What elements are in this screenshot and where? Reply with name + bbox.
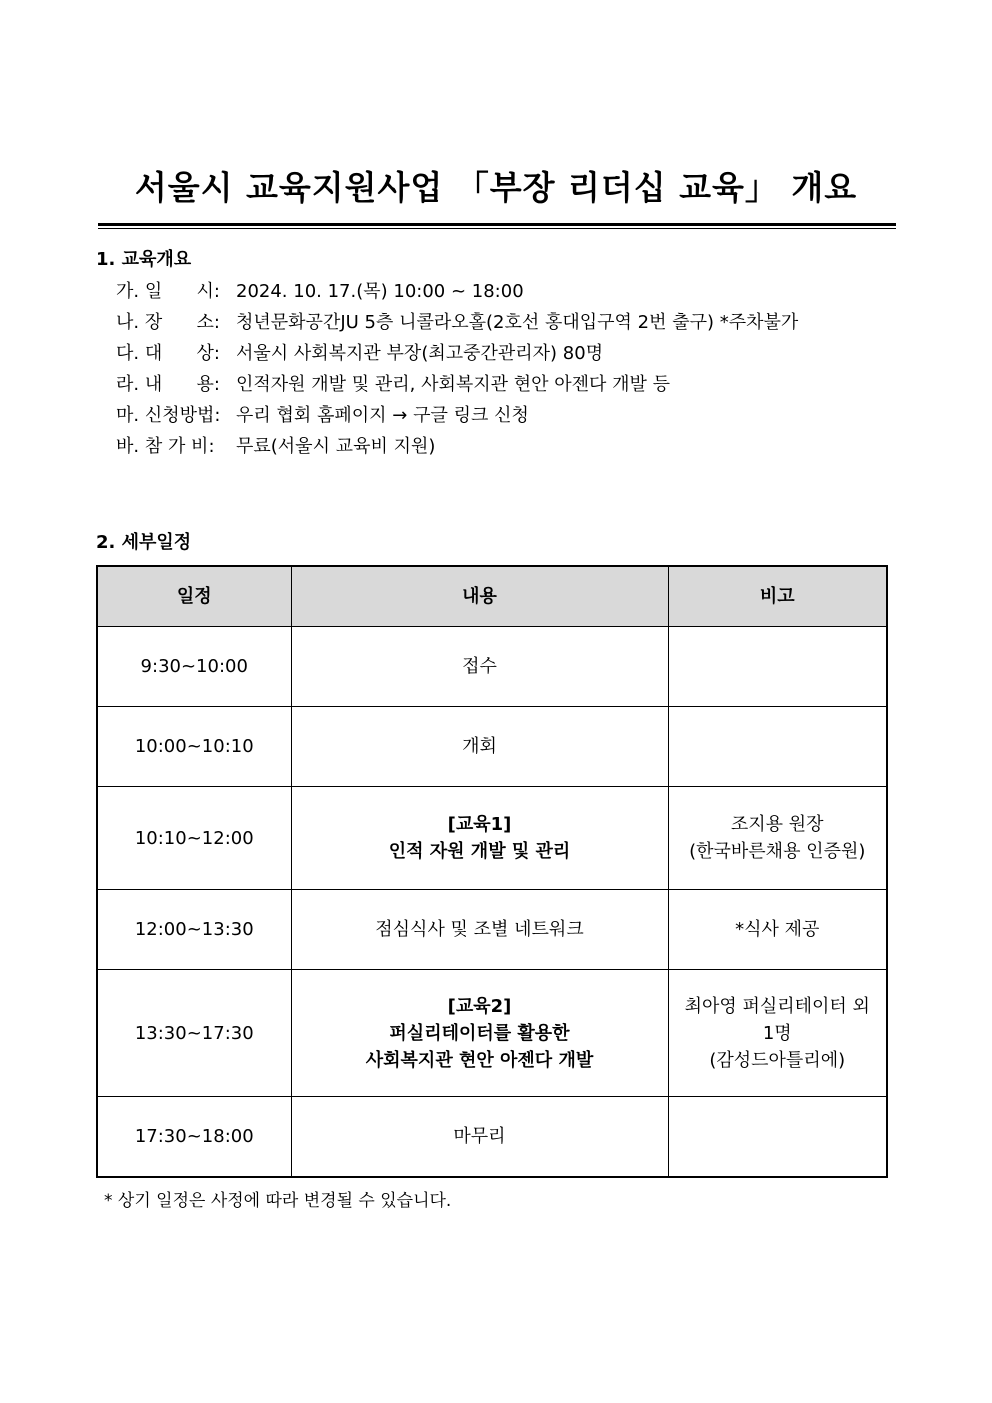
header-note: 비고 [668,566,887,627]
schedule-time: 12:00~13:30 [97,890,291,970]
overview-value: 2024. 10. 17.(목) 10:00 ~ 18:00 [236,281,524,302]
table-row [97,970,887,1097]
note-line: 1명 [762,1022,792,1044]
table-row [97,1097,887,1177]
schedule-note [668,1097,887,1177]
schedule-header-row [97,566,887,627]
section2-heading: 2. 세부일정 [96,532,192,553]
overview-item-target [116,338,798,369]
schedule-time: 10:00~10:10 [97,707,291,787]
overview-label: 나. 장 소: [116,312,221,333]
schedule-time: 9:30~10:00 [97,627,291,707]
note-line: 조지용 원장 [730,814,824,835]
schedule-content [291,970,668,1097]
note-line: *식사 제공 [735,919,820,940]
overview-value: 서울시 사회복지관 부장(최고중간관리자) 80명 [236,343,604,364]
note-line: (감성드아틀리에) [709,1049,846,1071]
overview-item-date [116,276,798,307]
overview-label: 가. 일 시: [116,281,221,302]
table-row [97,787,887,890]
overview-value: 우리 협회 홈페이지 → 구글 링크 신청 [236,405,529,426]
content-line: [교육1] [447,814,512,835]
schedule-time: 10:10~12:00 [97,787,291,890]
overview-item-fee [116,431,798,462]
schedule-note [668,707,887,787]
header-time: 일정 [97,566,291,627]
content-line: 접수 [462,656,497,677]
content-line: 사회복지관 현안 아젠다 개발 [365,1049,594,1071]
content-line: 인적 자원 개발 및 관리 [388,841,571,862]
schedule-time: 17:30~18:00 [97,1097,291,1177]
schedule-time: 13:30~17:30 [97,970,291,1097]
overview-item-apply [116,400,798,431]
overview-item-content [116,369,798,400]
content-line: [교육2] [447,995,512,1017]
content-line: 개회 [462,736,497,757]
overview-value: 청년문화공간JU 5층 니콜라오홀(2호선 홍대입구역 2번 출구) *주차불가 [236,312,799,333]
schedule-content [291,787,668,890]
overview-label: 바. 참 가 비: [116,436,215,457]
header-content: 내용 [291,566,668,627]
overview-list [116,276,798,462]
overview-value: 인적자원 개발 및 관리, 사회복지관 현안 아젠다 개발 등 [236,374,671,395]
table-row [97,627,887,707]
section1-heading: 1. 교육개요 [96,249,192,270]
schedule-note [668,627,887,707]
note-line: 최아영 퍼실리테이터 외 [684,995,870,1017]
schedule-table [96,565,888,1178]
schedule-content [291,1097,668,1177]
schedule-content [291,707,668,787]
schedule-note [668,890,887,970]
overview-value: 무료(서울시 교육비 지원) [236,436,436,457]
overview-label: 마. 신청방법: [116,405,221,426]
content-line: 마무리 [453,1125,506,1147]
schedule-content [291,890,668,970]
table-row [97,890,887,970]
schedule-note [668,970,887,1097]
title-rule [98,223,896,226]
footnote: * 상기 일정은 사정에 따라 변경될 수 있습니다. [104,1191,452,1211]
schedule-body [97,627,887,1177]
content-line: 퍼실리테이터를 활용한 [389,1022,570,1044]
schedule-content [291,627,668,707]
note-line: (한국바른채용 인증원) [689,841,866,862]
table-row [97,707,887,787]
overview-label: 라. 내 용: [116,374,221,395]
overview-item-place [116,307,798,338]
document-title: 서울시 교육지원사업 「부장 리더십 교육」 개요 [134,168,858,207]
content-line: 점심식사 및 조별 네트워크 [375,919,584,940]
overview-label: 다. 대 상: [116,343,221,364]
title-rule-thin [98,228,896,229]
schedule-note [668,787,887,890]
